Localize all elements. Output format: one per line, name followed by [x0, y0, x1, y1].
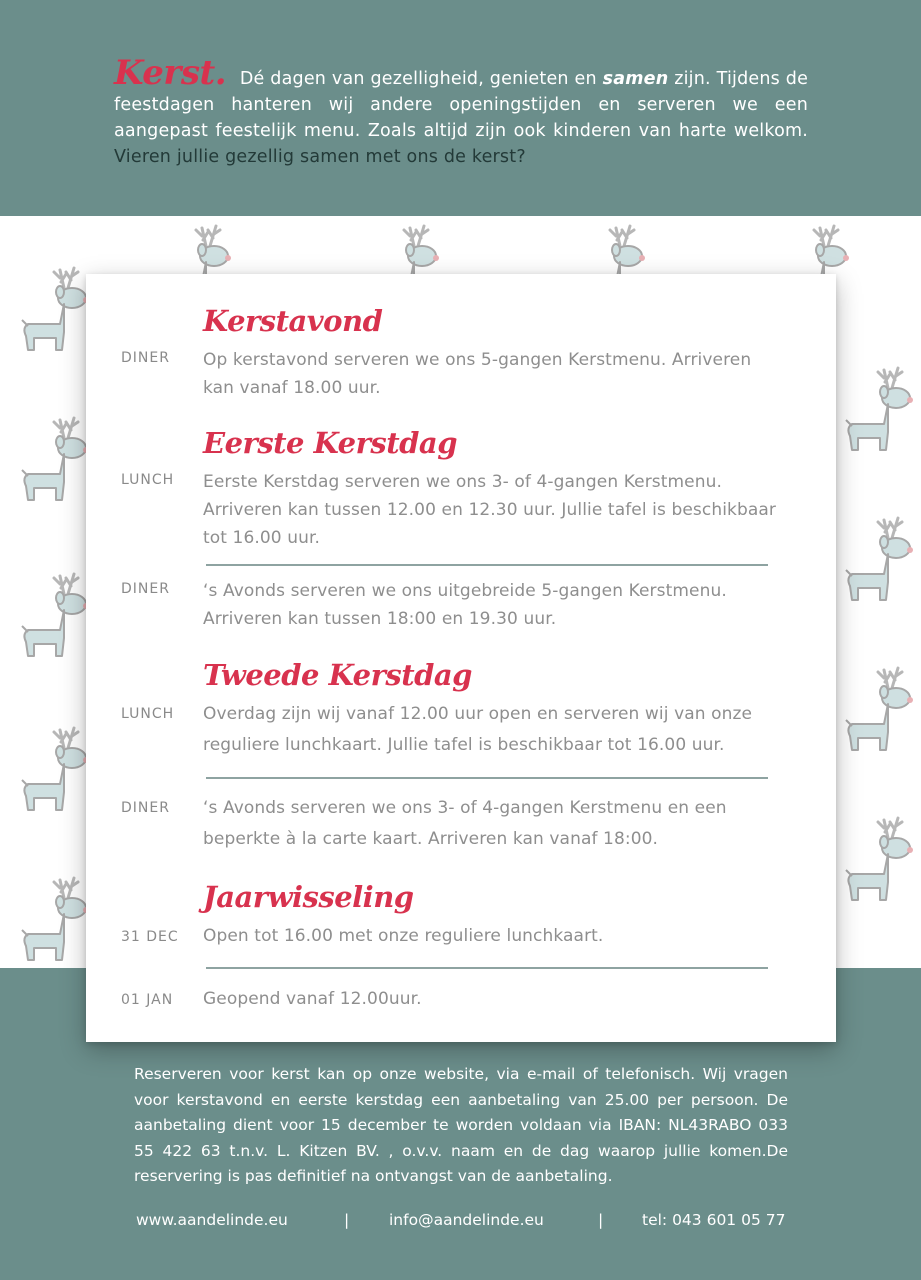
jan-01-text: Geopend vanaf 12.00uur.	[203, 989, 422, 1009]
eerste-diner-label: DINER	[121, 581, 170, 597]
intro-line1-end: zijn.	[674, 69, 711, 89]
kerstavond-diner-text: Op kerstavond serveren we ons 5-gangen Kerstmenu. Arriveren kan vanaf 18.00 uur.	[203, 350, 752, 398]
eerste-kerstdag-heading: Eerste Kerstdag	[203, 426, 457, 460]
dec-31-label: 31 DEC	[121, 929, 179, 945]
intro-samen: samen	[602, 69, 669, 89]
kerst-title: Kerst.	[114, 53, 227, 93]
menu-card	[86, 274, 836, 1042]
kerstavond-diner-label: DINER	[121, 350, 170, 366]
header-band	[0, 0, 921, 216]
contact-separator: |	[344, 1211, 350, 1229]
dec-31-text: Open tot 16.00 met onze reguliere lunchkaart.	[203, 926, 604, 946]
jan-01-label: 01 JAN	[121, 992, 174, 1008]
kerstavond-heading: Kerstavond	[203, 304, 383, 338]
tweede-kerstdag-heading: Tweede Kerstdag	[203, 658, 472, 692]
divider	[206, 564, 768, 566]
tweede-lunch-text: Overdag zijn wij vanaf 12.00 uur open en serveren wij van onze reguliere lunchkaart. Jullie tafel is beschikbaar tot 16.00 uur.	[203, 704, 753, 755]
tweede-lunch-label: LUNCH	[121, 706, 175, 722]
intro-body: Tijdens de feestdagen hanteren wij andere openingstijden en serveren we een aangepast feestelijk menu. Zoals altijd zijn ook kinderen van harte welkom.	[114, 69, 809, 141]
phone-number[interactable]: tel: 043 601 05 77	[642, 1211, 786, 1229]
eerste-lunch-label: LUNCH	[121, 472, 175, 488]
reservation-info: Reserveren voor kerst kan op onze website, via e-mail of telefonisch. Wij vragen voor kerstavond en eerste kerstdag een aanbetaling van 25.00 per persoon. De aanbetaling dient voor 15 december te worden voldaan via IBAN: NL43RABO 033 55 422 63 t.n.v. L. Kitzen BV. , o.v.v. naam en de dag waarop jullie komen.De reservering is pas definitief na ontvangst van de aanbetaling.	[134, 1065, 788, 1185]
intro-question: Vieren jullie gezellig samen met ons de kerst?	[114, 147, 526, 167]
email-link[interactable]: info@aandelinde.eu	[389, 1211, 544, 1229]
divider	[206, 967, 768, 969]
tweede-diner-text: ‘s Avonds serveren we ons 3- of 4-gangen Kerstmenu en een beperkte à la carte kaart. Arriveren kan vanaf 18:00.	[203, 798, 727, 849]
contact-separator: |	[598, 1211, 604, 1229]
intro-line1: Dé dagen van gezelligheid, genieten en	[239, 69, 597, 89]
divider	[206, 777, 768, 779]
jaarwisseling-heading: Jaarwisseling	[203, 880, 414, 914]
website-link[interactable]: www.aandelinde.eu	[136, 1211, 288, 1229]
eerste-diner-text: ‘s Avonds serveren we ons uitgebreide 5-gangen Kerstmenu. Arriveren kan tussen 18:00 en 19.30 uur.	[203, 581, 727, 629]
reindeer-icon	[844, 366, 921, 456]
reindeer-icon	[844, 516, 921, 606]
tweede-diner-label: DINER	[121, 800, 170, 816]
eerste-lunch-text: Eerste Kerstdag serveren we ons 3- of 4-gangen Kerstmenu. Arriveren kan tussen 12.00 en 12.30 uur. Jullie tafel is beschikbaar tot 16.00 uur.	[203, 472, 776, 548]
reindeer-icon	[844, 666, 921, 756]
reindeer-icon	[844, 816, 921, 906]
intro-paragraph	[114, 53, 809, 170]
